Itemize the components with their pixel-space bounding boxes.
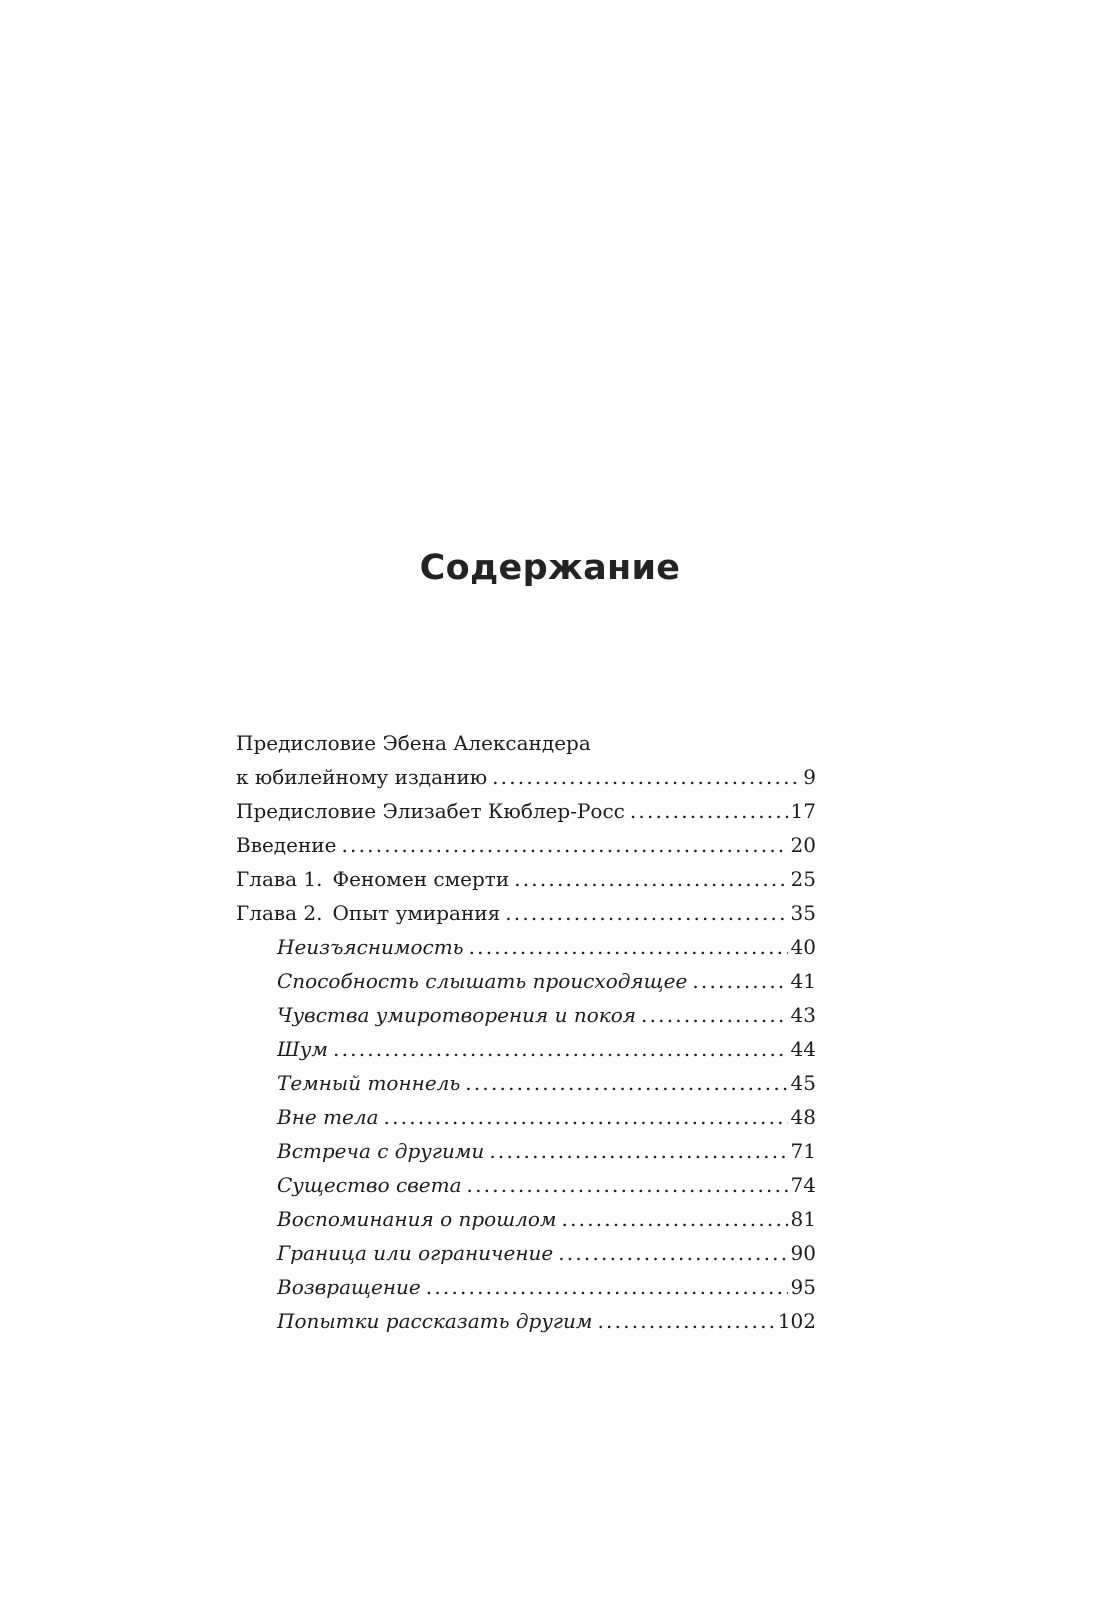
- toc-subentry-title: Неизъяснимость: [277, 935, 464, 959]
- toc-page-number: 71: [790, 1139, 816, 1163]
- toc-page-number: 45: [790, 1071, 816, 1095]
- toc-page-number: 43: [790, 1003, 816, 1027]
- dot-leader: [641, 998, 788, 1032]
- toc-subentry[interactable]: [236, 1032, 816, 1066]
- toc-page-number: 44: [790, 1037, 816, 1061]
- toc-entry-kubler-ross-foreword[interactable]: [236, 794, 816, 828]
- dot-leader: [598, 1304, 775, 1338]
- toc-entry-ebene-foreword-line1[interactable]: [236, 726, 816, 760]
- toc-subentry[interactable]: [236, 1304, 816, 1338]
- toc-page-number: 74: [790, 1173, 816, 1197]
- toc-entry-introduction[interactable]: [236, 828, 816, 862]
- toc-page-number: 90: [790, 1241, 816, 1265]
- toc-page-number: 95: [790, 1275, 816, 1299]
- toc-page-number: 81: [790, 1207, 816, 1231]
- toc-subentry[interactable]: [236, 998, 816, 1032]
- toc-subentry-title: Чувства умиротворения и покоя: [277, 1003, 637, 1027]
- dot-leader: [426, 1270, 788, 1304]
- toc-page-number: 102: [777, 1309, 816, 1333]
- toc-page-number: 17: [790, 799, 816, 823]
- table-of-contents: [236, 726, 816, 1338]
- toc-subentry[interactable]: [236, 1270, 816, 1304]
- chapter-number: Глава 2.: [236, 901, 323, 925]
- toc-page-number: 35: [790, 901, 816, 925]
- toc-page-number: 48: [790, 1105, 816, 1129]
- dot-leader: [562, 1202, 788, 1236]
- dot-leader: [514, 862, 787, 896]
- toc-entry-title: Введение: [236, 833, 337, 857]
- dot-leader: [692, 964, 787, 998]
- toc-page-number: 40: [790, 935, 816, 959]
- toc-subentry[interactable]: [236, 964, 816, 998]
- toc-page-number: 41: [790, 969, 816, 993]
- toc-entry-title: [236, 896, 505, 930]
- toc-subentry-title: Воспоминания о прошлом: [277, 1207, 557, 1231]
- toc-subentry[interactable]: [236, 930, 816, 964]
- dot-leader: [465, 1066, 787, 1100]
- dot-leader: [558, 1236, 787, 1270]
- toc-subentry-title: Темный тоннель: [277, 1071, 461, 1095]
- toc-subentry-title: Способность слышать происходящее: [277, 969, 688, 993]
- toc-subentry[interactable]: [236, 1168, 816, 1202]
- page-title: Содержание: [419, 548, 681, 588]
- toc-page-number: 9: [803, 765, 816, 789]
- chapter-title: Феномен смерти: [332, 867, 510, 891]
- toc-subentry-title: Шум: [277, 1037, 329, 1061]
- chapter-title: Опыт умирания: [332, 901, 501, 925]
- toc-entry-ebene-foreword-line2[interactable]: [236, 760, 816, 794]
- dot-leader: [469, 930, 788, 964]
- dot-leader: [333, 1032, 788, 1066]
- toc-entry-title: к юбилейному изданию: [236, 765, 488, 789]
- toc-subentry-title: Вне тела: [277, 1105, 379, 1129]
- toc-subentry-title: Возвращение: [277, 1275, 421, 1299]
- dot-leader: [630, 794, 788, 828]
- toc-subentry-title: Встреча с другими: [277, 1139, 485, 1163]
- toc-entry-chapter-1[interactable]: [236, 862, 816, 896]
- toc-subentry[interactable]: [236, 1100, 816, 1134]
- dot-leader: [489, 1134, 787, 1168]
- toc-subentry-title: Существо света: [277, 1173, 462, 1197]
- chapter-number: Глава 1.: [236, 867, 323, 891]
- toc-page-number: 25: [790, 867, 816, 891]
- toc-subentry-title: Попытки рассказать другим: [277, 1309, 593, 1333]
- dot-leader: [341, 828, 787, 862]
- dot-leader: [384, 1100, 788, 1134]
- toc-subentry[interactable]: [236, 1134, 816, 1168]
- dot-leader: [505, 896, 787, 930]
- toc-subentry[interactable]: [236, 1202, 816, 1236]
- toc-subentry[interactable]: [236, 1236, 816, 1270]
- toc-entry-title: [236, 862, 514, 896]
- toc-subentry-title: Граница или ограничение: [277, 1241, 554, 1265]
- toc-subentry[interactable]: [236, 1066, 816, 1100]
- toc-entry-chapter-2[interactable]: [236, 896, 816, 930]
- toc-entry-title: Предисловие Эбена Александера: [236, 731, 591, 755]
- toc-page-number: 20: [790, 833, 816, 857]
- toc-entry-title: Предисловие Элизабет Кюблер-Росс: [236, 799, 625, 823]
- dot-leader: [492, 760, 800, 794]
- dot-leader: [467, 1168, 788, 1202]
